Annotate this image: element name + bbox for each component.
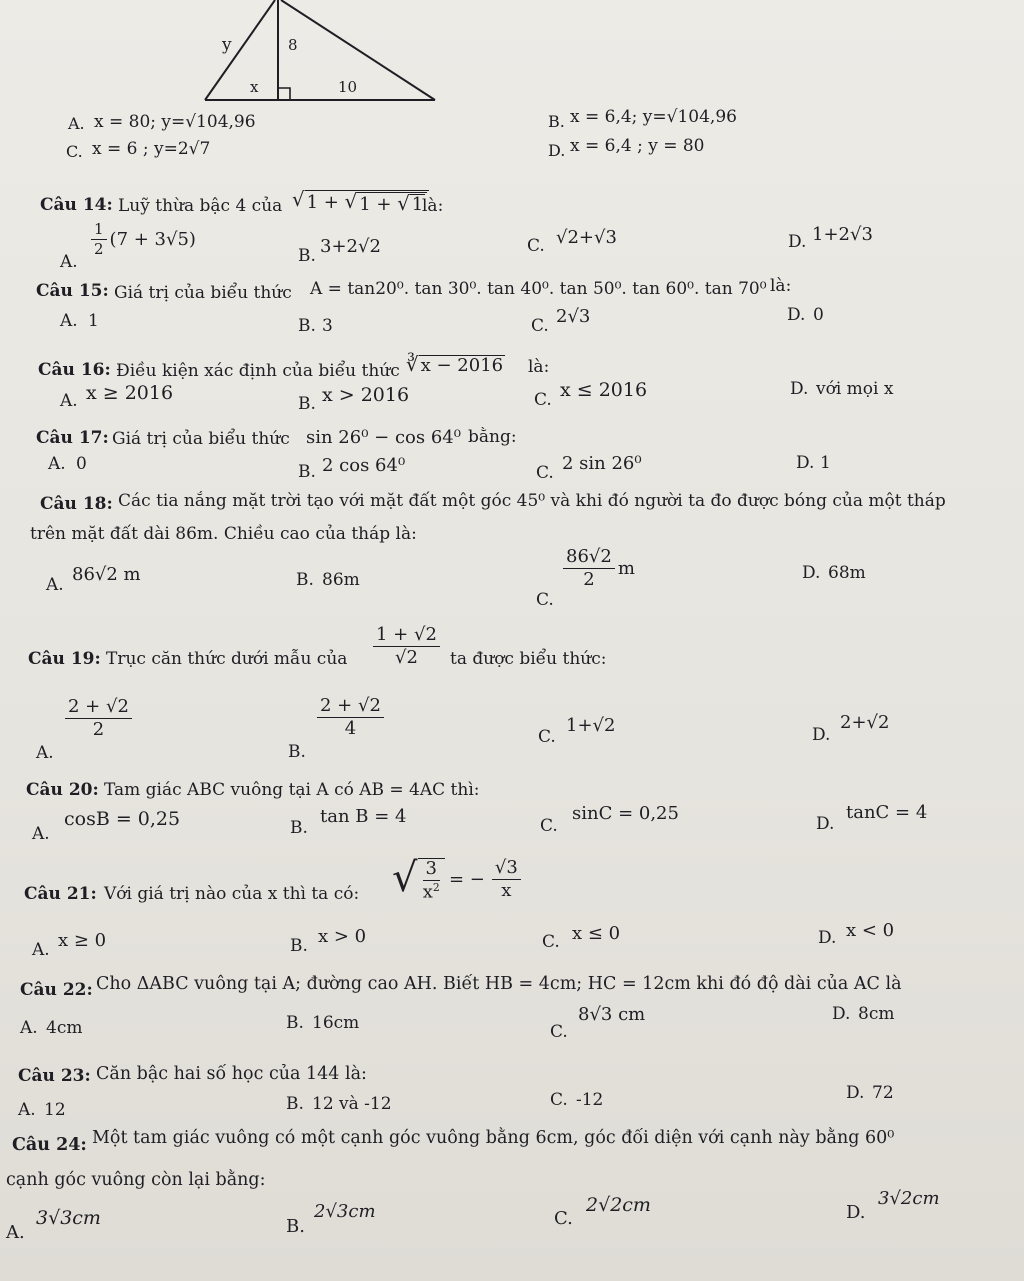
q16-option-c-label: C. xyxy=(534,390,552,410)
q15-tail: là: xyxy=(770,276,792,296)
q22-text: Cho ΔABC vuông tại A; đường cao AH. Biết HB = 4cm; HC = 12cm khi đó độ dài của AC là xyxy=(96,974,902,994)
q15-option-d-label: D. xyxy=(787,305,806,325)
q15-option-c: 2√3 xyxy=(556,306,591,327)
q13-option-b-label: B. xyxy=(548,112,565,131)
q18-option-b: 86m xyxy=(322,570,360,590)
q23-option-a-label: A. xyxy=(18,1100,36,1120)
q24-option-d-label: D. xyxy=(846,1202,866,1223)
q14-option-a-label: A. xyxy=(60,252,78,272)
q22-option-b-label: B. xyxy=(286,1013,304,1033)
q18-option-a-label: A. xyxy=(46,575,64,595)
q14-option-d-label: D. xyxy=(788,232,807,252)
q19-option-d: 2+√2 xyxy=(840,712,890,733)
q21-option-a-label: A. xyxy=(32,940,50,960)
q22-option-d: 8cm xyxy=(858,1004,895,1024)
q19-option-a-label: A. xyxy=(36,743,54,763)
q24-option-a: 3√3cm xyxy=(36,1207,101,1229)
q15-option-a: 1 xyxy=(88,311,99,331)
q22-option-a-label: A. xyxy=(20,1018,38,1038)
q20-option-a: cosB = 0,25 xyxy=(64,808,181,830)
q13-option-c: x = 6 ; y=2√7 xyxy=(92,139,211,159)
q13-option-d: x = 6,4 ; y = 80 xyxy=(570,136,705,156)
q20-option-d: tanC = 4 xyxy=(846,802,928,823)
q20-option-d-label: D. xyxy=(816,814,835,834)
q14-option-a: $\frac{1}{2}$ (7 + 3√5) xyxy=(88,222,196,257)
q15-option-a-label: A. xyxy=(60,311,78,331)
q23-option-c-label: C. xyxy=(550,1090,568,1110)
q18-option-b-label: B. xyxy=(296,570,314,590)
q23-option-c: -12 xyxy=(576,1090,604,1110)
q16-option-d-label: D. xyxy=(790,379,809,399)
q14-option-c: √2+√3 xyxy=(556,227,617,248)
q16-option-a-label: A. xyxy=(60,391,78,411)
q21-option-d-label: D. xyxy=(818,928,837,948)
q18-option-d: 68m xyxy=(828,563,866,583)
q13-option-d-label: D. xyxy=(548,141,566,160)
q16-option-a: x ≥ 2016 xyxy=(86,382,174,404)
q15-expression: A = tan20⁰. tan 30⁰. tan 40⁰. tan 50⁰. tan 60⁰. tan 70⁰ xyxy=(310,279,767,299)
q21-text: Với giá trị nào của x thì ta có: xyxy=(104,884,360,904)
q17-option-a-label: A. xyxy=(48,454,66,474)
q19-title: Câu 19: xyxy=(28,649,101,669)
q17-option-a: 0 xyxy=(76,454,87,474)
q13-option-c-label: C. xyxy=(66,142,83,161)
q19-option-c: 1+√2 xyxy=(566,715,616,736)
q17-option-b-label: B. xyxy=(298,462,316,482)
q23-option-d-label: D. xyxy=(846,1083,865,1103)
q20-option-c-label: C. xyxy=(540,816,558,836)
q20-option-c: sinC = 0,25 xyxy=(572,803,679,824)
q14-text: Luỹ thừa bậc 4 của xyxy=(118,196,283,216)
q18-option-c: $\frac{86√2}{2}$ m xyxy=(560,548,635,589)
q13-option-b: x = 6,4; y=√104,96 xyxy=(570,107,737,127)
q16-option-b-label: B. xyxy=(298,394,316,414)
q16-option-b: x > 2016 xyxy=(322,384,410,406)
q24-option-c-label: C. xyxy=(554,1208,573,1229)
q19-tail: ta được biểu thức: xyxy=(450,649,607,669)
q21-title: Câu 21: xyxy=(24,884,97,904)
q17-expression: sin 26⁰ − cos 64⁰ xyxy=(306,427,461,448)
q20-option-a-label: A. xyxy=(32,824,50,844)
q24-text-line1: Một tam giác vuông có một cạnh góc vuông bằng 6cm, góc đối diện với cạnh này bằng 60⁰ xyxy=(92,1128,895,1148)
q18-option-a: 86√2 m xyxy=(72,564,141,585)
q18-title: Câu 18: xyxy=(40,494,113,514)
q17-option-d-label: D. xyxy=(796,453,815,473)
q19-option-a: $\frac{2 + √2}{2}$ xyxy=(62,698,135,739)
q15-option-c-label: C. xyxy=(531,316,549,336)
q19-text: Trục căn thức dưới mẫu của xyxy=(106,649,348,669)
q15-option-b-label: B. xyxy=(298,316,316,336)
q22-option-a: 4cm xyxy=(46,1018,83,1038)
q17-tail: bằng: xyxy=(468,427,517,447)
q24-option-a-label: A. xyxy=(6,1222,25,1243)
q18-text-line2: trên mặt đất dài 86m. Chiều cao của tháp là: xyxy=(30,524,417,544)
q21-equation: √ $\frac{3}{x^2}$ = − $\frac{√3}{x}$ xyxy=(392,858,524,901)
q16-text: Điều kiện xác định của biểu thức xyxy=(116,361,400,381)
q17-option-b: 2 cos 64⁰ xyxy=(322,455,406,476)
q22-title: Câu 22: xyxy=(20,980,93,1000)
q17-option-c-label: C. xyxy=(536,463,554,483)
q22-option-c: 8√3 cm xyxy=(578,1004,646,1025)
q23-title: Câu 23: xyxy=(18,1066,91,1086)
q14-option-c-label: C. xyxy=(527,236,545,256)
q23-option-b-label: B. xyxy=(286,1094,304,1114)
q15-option-b: 3 xyxy=(322,316,333,336)
q20-title: Câu 20: xyxy=(26,780,99,800)
q23-option-b: 12 và -12 xyxy=(312,1094,392,1114)
q24-option-b: 2√3cm xyxy=(314,1201,376,1222)
q20-text: Tam giác ABC vuông tại A có AB = 4AC thì: xyxy=(104,780,480,800)
q23-text: Căn bậc hai số học của 144 là: xyxy=(96,1064,367,1084)
figure-label-x: x xyxy=(250,78,259,96)
q19-option-b-label: B. xyxy=(288,742,306,762)
q22-option-b: 16cm xyxy=(312,1013,360,1033)
q18-text-line1: Các tia nắng mặt trời tạo với mặt đất một góc 45⁰ và khi đó người ta đo được bóng của một tháp xyxy=(118,491,946,511)
q21-option-b-label: B. xyxy=(290,936,308,956)
q21-option-b: x > 0 xyxy=(318,926,367,947)
q24-text-line2: cạnh góc vuông còn lại bằng: xyxy=(6,1170,266,1190)
q23-option-d: 72 xyxy=(872,1083,894,1103)
q18-option-c-label: C. xyxy=(536,590,554,610)
q24-title: Câu 24: xyxy=(12,1135,87,1155)
q19-option-d-label: D. xyxy=(812,725,831,745)
q23-option-a: 12 xyxy=(44,1100,66,1120)
figure-label-10: 10 xyxy=(338,78,358,96)
q14-title: Câu 14: xyxy=(40,195,113,215)
q17-text: Giá trị của biểu thức xyxy=(112,429,290,449)
q18-option-d-label: D. xyxy=(802,563,821,583)
q19-option-c-label: C. xyxy=(538,727,556,747)
q16-expression: ∛ x − 2016 xyxy=(406,353,504,376)
q17-option-c: 2 sin 26⁰ xyxy=(562,453,642,474)
q16-tail: là: xyxy=(528,357,550,377)
q15-option-d: 0 xyxy=(813,305,824,325)
q24-option-b-label: B. xyxy=(286,1216,305,1237)
q14-option-b: 3+2√2 xyxy=(320,236,381,257)
q21-option-d: x < 0 xyxy=(846,920,895,941)
q24-option-d: 3√2cm xyxy=(878,1188,940,1209)
q17-title: Câu 17: xyxy=(36,428,109,448)
q21-option-c-label: C. xyxy=(542,932,560,952)
q22-option-d-label: D. xyxy=(832,1004,851,1024)
q15-text: Giá trị của biểu thức xyxy=(114,283,292,303)
q16-option-d: với mọi x xyxy=(816,379,894,399)
q16-option-c: x ≤ 2016 xyxy=(560,379,648,401)
q14-option-d: 1+2√3 xyxy=(812,224,873,245)
q21-option-c: x ≤ 0 xyxy=(572,923,621,944)
q14-expression: √ 1 + √ 1 + √ 1 xyxy=(292,190,429,214)
q24-option-c: 2√2cm xyxy=(586,1194,651,1216)
q15-title: Câu 15: xyxy=(36,281,109,301)
q14-option-b-label: B. xyxy=(298,246,316,266)
q19-expression: $\frac{1 + √2}{√2}$ xyxy=(370,626,443,667)
q16-title: Câu 16: xyxy=(38,360,111,380)
q17-option-d: 1 xyxy=(820,453,831,473)
figure-label-8: 8 xyxy=(288,36,298,54)
q20-option-b-label: B. xyxy=(290,818,308,838)
q19-option-b: $\frac{2 + √2}{4}$ xyxy=(314,697,387,738)
q22-option-c-label: C. xyxy=(550,1022,568,1042)
q14-tail: là: xyxy=(422,196,444,216)
q21-option-a: x ≥ 0 xyxy=(58,930,107,951)
q13-option-a: x = 80; y=√104,96 xyxy=(94,112,256,132)
q13-option-a-label: A. xyxy=(68,114,85,133)
figure-label-y: y xyxy=(222,35,232,55)
q20-option-b: tan B = 4 xyxy=(320,806,407,827)
